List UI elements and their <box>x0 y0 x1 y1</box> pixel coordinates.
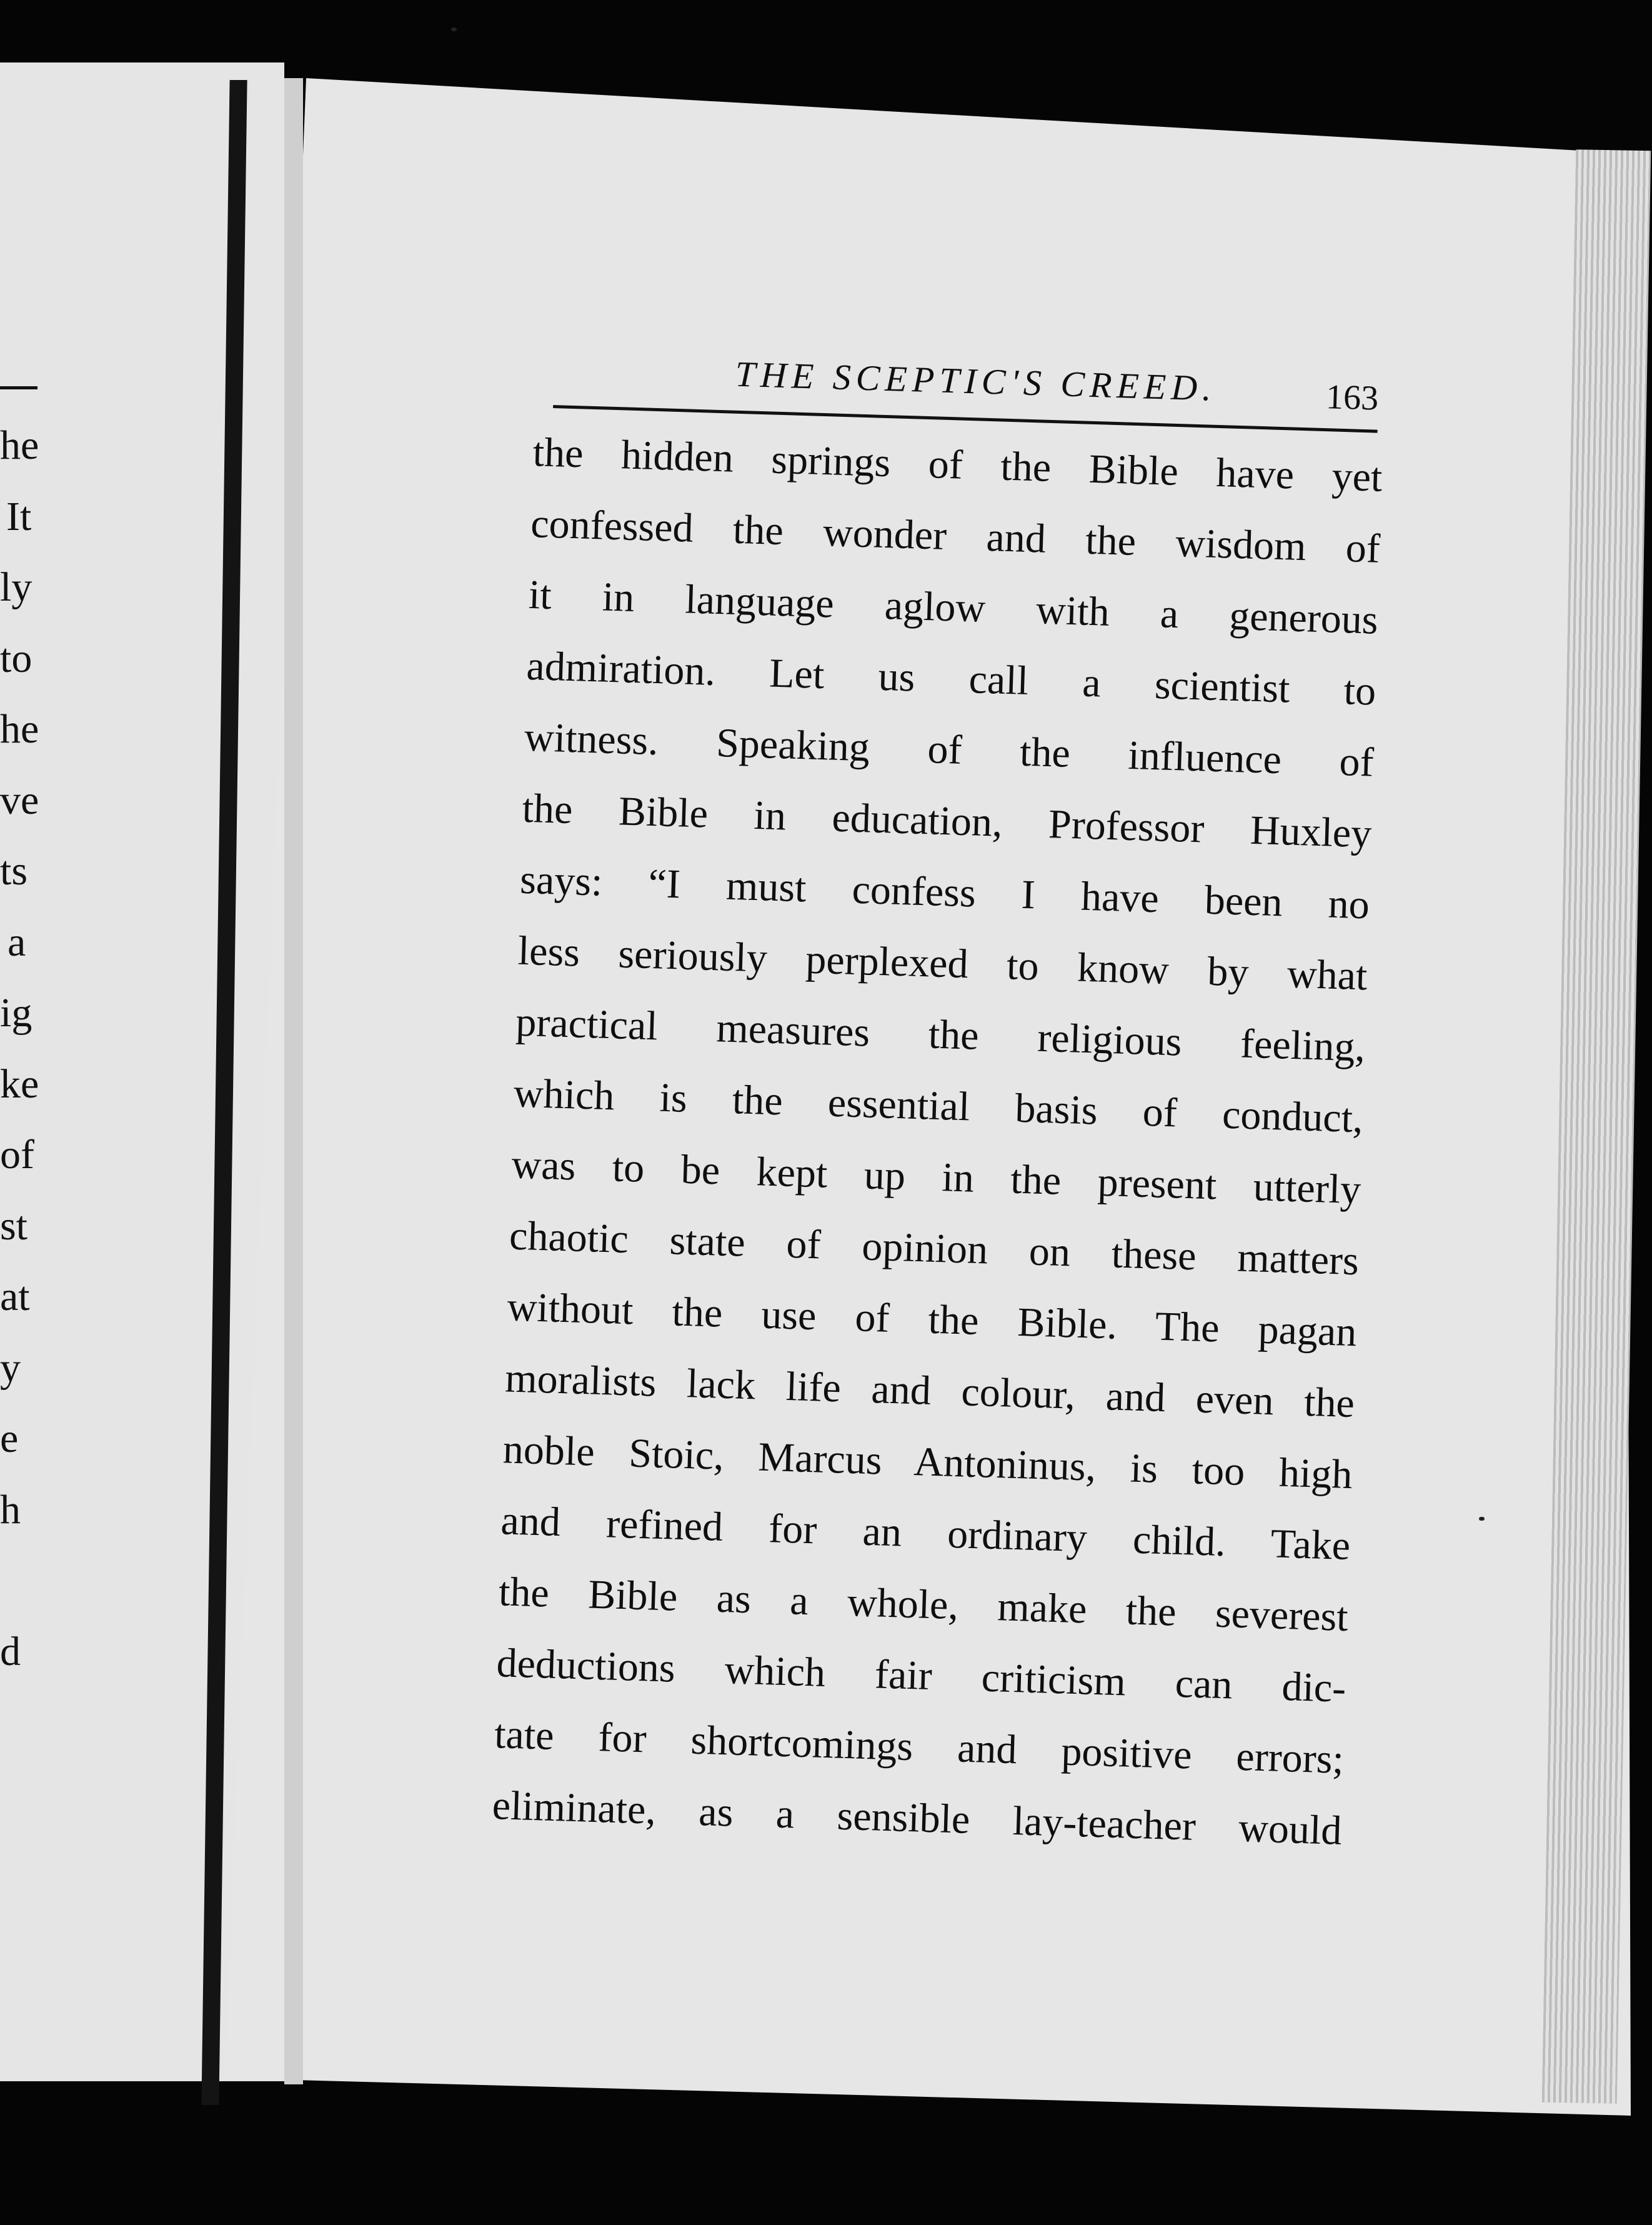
left-page-fragment: h <box>0 1486 21 1532</box>
page-number: 163 <box>1325 378 1380 418</box>
text-line: which is the essential basis of conduct, <box>513 1070 1364 1142</box>
text-line: without the use of the Bible. The pagan <box>506 1284 1358 1356</box>
left-page-fragment: ve <box>0 777 39 823</box>
left-page-fragment: e <box>0 1416 19 1461</box>
left-page-fragment: ts <box>0 848 28 894</box>
text-line: chaotic state of opinion on these matters <box>509 1212 1360 1284</box>
text-line: the hidden springs of the Bible have yet <box>532 429 1383 501</box>
left-page-fragment: at <box>0 1274 30 1319</box>
text-line: less seriously perplexed to know by what <box>517 928 1368 999</box>
text-line: moralists lack life and colour, and even the <box>504 1355 1355 1427</box>
text-line: and refined for an ordinary child. Take <box>500 1498 1351 1569</box>
text-line: practical measures the religious feeling, <box>515 999 1366 1071</box>
body-text <box>491 417 1383 1867</box>
left-page-fragment: st <box>0 1202 28 1249</box>
text-line: it in language aglow with a generous <box>528 571 1379 643</box>
text-line: deductions which fair criticism can dic- <box>495 1640 1347 1711</box>
left-page-fragment: he <box>0 422 39 468</box>
text-line: says: “I must confess I have been no <box>519 856 1370 928</box>
gutter-shadow <box>284 78 303 2084</box>
text-line: was to be kept up in the present utterly <box>510 1141 1362 1213</box>
left-page-fragment: ig <box>0 990 32 1036</box>
left-page-fragment: y <box>0 1344 21 1391</box>
text-line: the Bible in education, Professor Huxley <box>521 785 1373 857</box>
text-line: tate for shortcomings and positive errors; <box>494 1711 1345 1782</box>
left-page-fragment: ly <box>0 564 32 610</box>
scan-speck <box>451 28 457 31</box>
text-line: noble Stoic, Marcus Antoninus, is too high <box>502 1426 1353 1498</box>
running-head-title: THE SCEPTIC'S CREED. <box>734 353 1217 409</box>
right-page-text-block <box>491 348 1383 1863</box>
left-page-fragment: of <box>0 1132 34 1178</box>
left-page-rule <box>0 386 37 389</box>
left-page-fragment: a <box>7 919 26 965</box>
text-line: eliminate, as a sensible lay-teacher would <box>491 1782 1343 1854</box>
text-line: witness. Speaking of the influence of <box>524 714 1375 786</box>
left-page-fragment: d <box>0 1628 21 1674</box>
left-page-fragment: It <box>6 493 32 539</box>
scan-speck <box>1479 1517 1485 1521</box>
left-page-fragment: to <box>0 635 32 681</box>
text-line: the Bible as a whole, make the severest <box>498 1569 1349 1641</box>
left-page-fragment: ke <box>0 1061 39 1107</box>
text-line: admiration. Let us call a scientist to <box>525 642 1377 714</box>
text-line: confessed the wonder and the wisdom of <box>530 500 1381 572</box>
left-page-fragment: he <box>0 706 39 752</box>
